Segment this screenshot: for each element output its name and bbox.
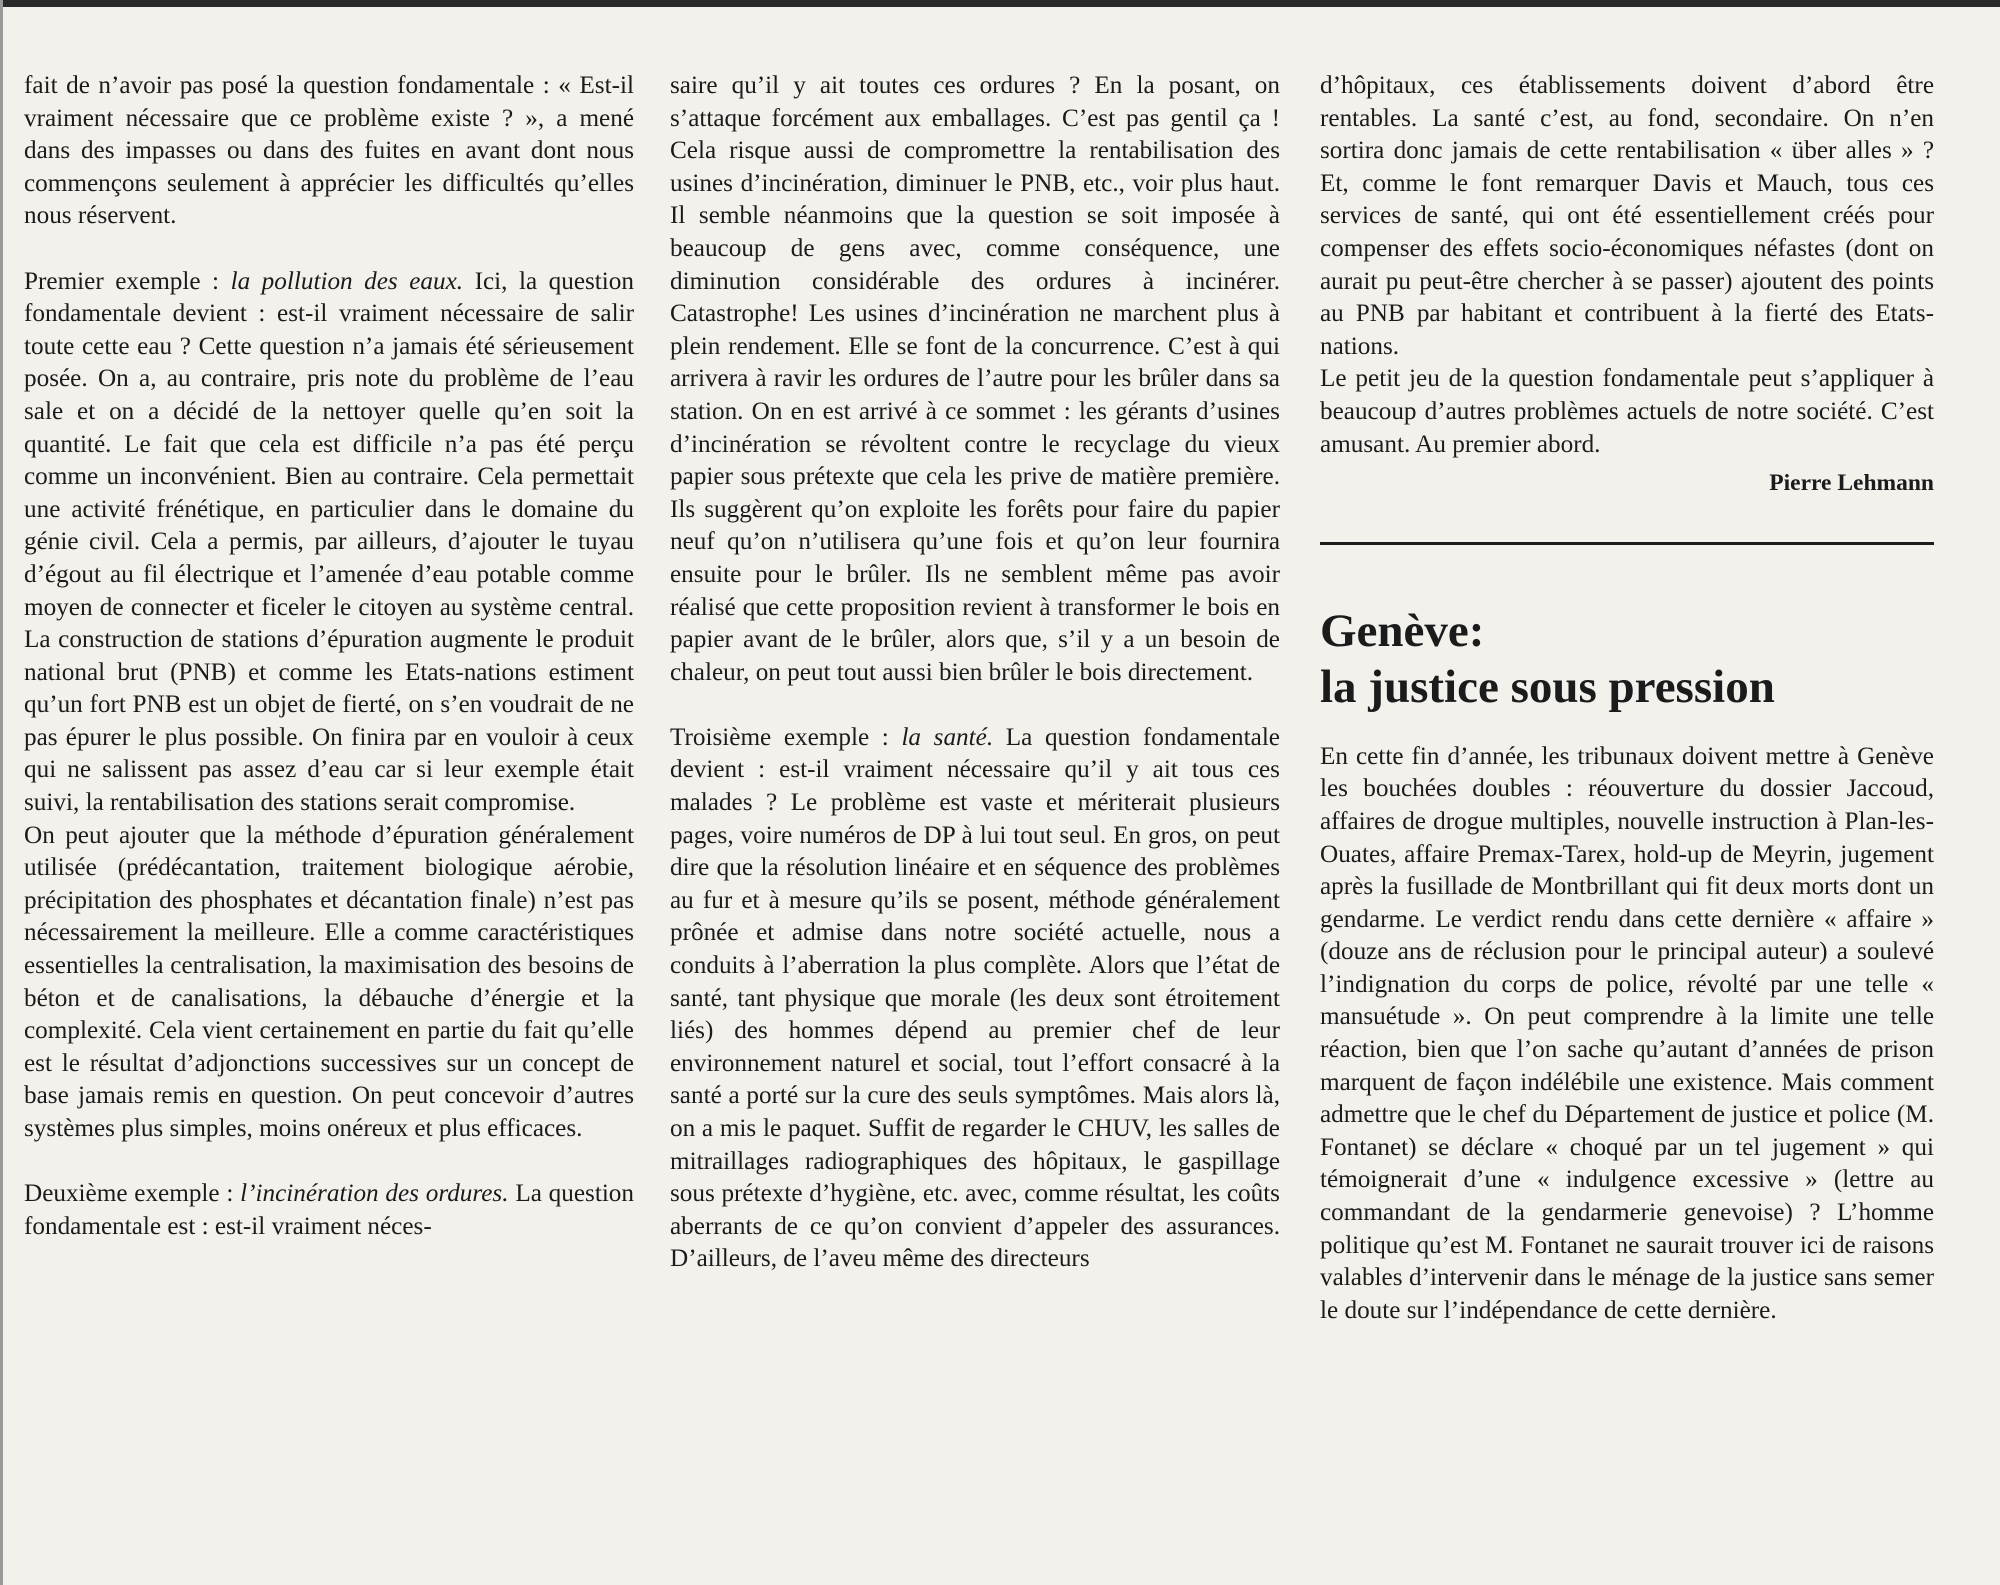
- author-signature: Pierre Lehmann: [1769, 470, 1934, 497]
- headline-line-1: Genève:: [1320, 604, 1485, 657]
- top-rule: [0, 0, 2000, 7]
- article-body: En cette fin d’année, les tribunaux doivent mettre à Genève les bouchées doubles : réouverture du dossier Jaccoud, affaires de drogue multiples, nouvelle instruction à Plan-les-Ouates, affaire Premax-Tarex, hold-up de Meyrin, jugement après la fusillade de Montbrillant qui fit deux morts dont un gendarme. Le verdict rendu dans cette dernière « affaire » (douze ans de réclusion pour le principal auteur) a soulevé l’indignation du corps de police, révolté par une telle « mansuétude ». On peut comprendre à la limite une telle réaction, bien que l’on sache qu’autant d’années de prison marquent de façon indélébile une existence. Mais comment admettre que le chef du Département de justice et police (M. Fontanet) se déclare « choqué par un tel jugement » qui témoignerait d’une « indulgence excessive » (lettre au commandant de la gendarmerie genevoise) ? L’homme politique qu’est M. Fontanet ne saurait trouver ici de raisons valables d’intervenir dans le ménage de la justice sans semer le doute sur l’indépendance de cette dernière.: [1320, 742, 1934, 1324]
- paragraph: Le petit jeu de la question fondamentale peut s’appliquer à beaucoup d’autres problèmes actuels de notre société. C’est amusant. Au premier abord.: [1320, 365, 1934, 458]
- paragraph-sante: [670, 722, 1280, 1276]
- italic-topic: la santé.: [901, 723, 994, 751]
- lead-text: Troisième exemple :: [670, 723, 902, 751]
- body-text: La question fondamentale devient : est-il vraiment nécessaire qu’il y ait tous ces malades ? Le problème est vaste et mériterait plusieurs pages, voire numéros de DP à lui tout seul. En gros, on peut dire que la résolution linéaire et en séquence des problèmes au fur et à mesure qu’ils se posent, méthode généralement prônée et admise dans notre société actuelle, nous a conduits à l’aberration la plus complète. Alors que l’état de santé, tant physique que morale (les deux sont étroitement liés) des hommes dépend au premier chef de leur environnement naturel et social, tout l’effort consacré à la santé a porté sur la cure des seuls symptômes. Mais alors là, on a mis le paquet. Suffit de regarder le CHUV, les salles de mitraillages radiographiques des hôpitaux, le gaspillage sous prétexte d’hygiène, etc. avec, comme résultat, les coûts aberrants de ce qu’on convient d’appeler des assurances. D’ailleurs, de l’aveu même des directeurs: [670, 723, 1280, 1273]
- paragraph: fait de n’avoir pas posé la question fondamentale : « Est-il vraiment nécessaire que ce problème existe ? », a mené dans des impasses ou dans des fuites en avant dont nous commençons seulement à apprécier les difficultés qu’elles nous réservent.: [24, 72, 634, 230]
- column-2: [670, 70, 1280, 1276]
- lead-text: Premier exemple :: [24, 267, 231, 295]
- lead-text: Deuxième exemple :: [24, 1180, 241, 1208]
- column-1: [24, 70, 634, 1243]
- body-text: La question fondamentale est : est-il vraiment néces-: [24, 1180, 634, 1240]
- section-divider: [1320, 542, 1934, 545]
- paragraph-pollution: [24, 266, 634, 820]
- paragraph: d’hôpitaux, ces établissements doivent d’abord être rentables. La santé c’est, au fond, secondaire. On n’en sortira donc jamais de cette rentabilisation « über alles » ? Et, comme le font remarquer Davis et Mauch, tous ces services de santé, qui ont été essentiellement créés pour compenser des effets socio-économiques néfastes (dont on aurait pu peut-être chercher à se passer) ajoutent des points au PNB par habitant et contribuent à la fierté des Etats-nations.: [1320, 72, 1934, 360]
- article-headline: [1320, 603, 1934, 715]
- paragraph: saire qu’il y ait toutes ces ordures ? En la posant, on s’attaque forcément aux emballages. C’est pas gentil ça ! Cela risque aussi de compromettre la rentabilisation des usines d’incinération, diminuer le PNB, etc., voir plus haut. Il semble néanmoins que la question se soit imposée à beaucoup de gens avec, comme conséquence, une diminution considérable des ordures à incinérer. Catastrophe! Les usines d’incinération ne marchent plus à plein rendement. Elle se font de la concurrence. C’est à qui arrivera à ravir les ordures de l’autre pour les brûler dans sa station. On en est arrivé à ce sommet : les gérants d’usines d’incinération se révoltent contre le recyclage du vieux papier sous prétexte que cela les prive de matière première. Ils suggèrent qu’on exploite les forêts pour faire du papier neuf qu’on n’utilisera qu’une fois et qu’on leur fournira ensuite pour le brûler. Ils ne semblent même pas avoir réalisé que cette proposition revient à transformer le bois en papier avant de le brûler, alors que, s’il y a un besoin de chaleur, on peut tout aussi bien brûler le bois directement.: [670, 72, 1280, 686]
- headline-line-2: la justice sous pression: [1320, 660, 1775, 713]
- column-3: [1320, 70, 1934, 1327]
- paragraph: On peut ajouter que la méthode d’épuration généralement utilisée (prédécantation, traitement biologique aérobie, précipitation des phosphates et décantation finale) n’est pas nécessairement la meilleure. Elle a comme caractéristiques essentielles la centralisation, la maximisation des besoins de béton et de canalisations, la débauche d’énergie et la complexité. Cela vient certainement en partie du fait qu’elle est le résultat d’adjonctions successives sur un concept de base jamais remis en question. On peut concevoir d’autres systèmes plus simples, moins onéreux et plus efficaces.: [24, 821, 634, 1142]
- italic-topic: l’incinération des ordures.: [240, 1180, 509, 1208]
- italic-topic: la pollution des eaux.: [230, 267, 464, 295]
- page-edge: [0, 0, 3, 1585]
- paragraph-incineration: [24, 1178, 634, 1243]
- body-text: Ici, la question fondamentale devient : est-il vraiment nécessaire de salir toute cette eau ? Cette question n’a jamais été sérieusement posée. On a, au contraire, pris note du problème de l’eau sale et on a décidé de la nettoyer quelle qu’en soit la quantité. Le fait que cela est difficile n’a pas été perçu comme un inconvénient. Bien au contraire. Cela permettait une activité frénétique, en particulier dans le domaine du génie civil. Cela a permis, par ailleurs, d’ajouter le tuyau d’égout au fil électrique et l’amenée d’eau potable comme moyen de connecter et ficeler le citoyen au système central. La construction de stations d’épuration augmente le produit national brut (PNB) et comme les Etats-nations estiment qu’un fort PNB est un objet de fierté, on s’en voudrait de ne pas épurer le plus possible. On finira par en vouloir à ceux qui ne salissent pas assez d’eau car si leur exemple était suivi, la rentabilisation des stations serait compromise.: [24, 267, 634, 817]
